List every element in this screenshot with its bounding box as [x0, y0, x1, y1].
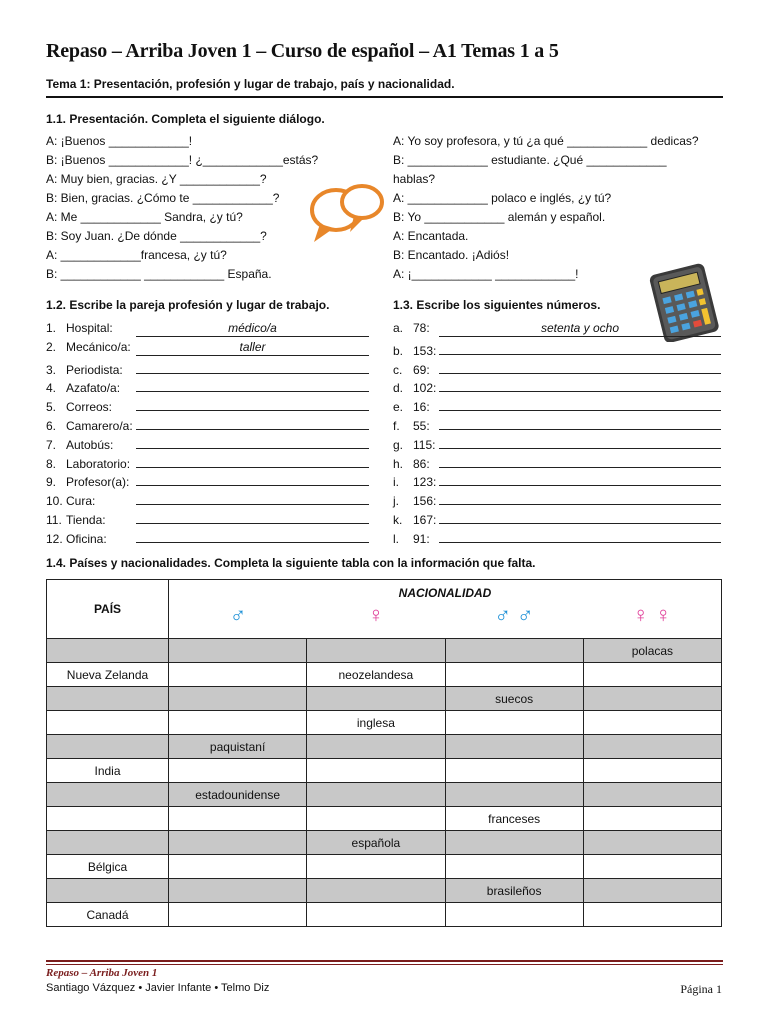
nationality-cell[interactable]: paquistaní	[169, 735, 307, 759]
number-item-label: 55:	[413, 419, 430, 433]
table-row	[47, 711, 722, 735]
nationality-cell[interactable]	[169, 831, 307, 855]
country-cell[interactable]	[47, 783, 169, 807]
profession-item	[46, 490, 369, 508]
dialogue-line: A: Muy bien, gracias. ¿Y ____________?	[46, 172, 267, 186]
nationality-cell[interactable]	[169, 903, 307, 927]
profession-item-number: 12.	[46, 531, 63, 546]
profession-item	[46, 415, 369, 433]
nationality-cell[interactable]: estadounidense	[169, 783, 307, 807]
nationality-cell[interactable]	[169, 639, 307, 663]
nationality-cell[interactable]	[307, 639, 445, 663]
nationality-table	[46, 579, 722, 927]
male-singular-icon: ♂	[229, 602, 247, 627]
country-cell[interactable]: Canadá	[47, 903, 169, 927]
profession-item-label: Hospital:	[66, 321, 113, 335]
profession-item-number: 3.	[46, 362, 57, 377]
number-item-number: j.	[393, 494, 399, 509]
number-item	[393, 377, 721, 395]
number-answer-field[interactable]	[439, 453, 721, 468]
profession-item-label: Periodista:	[66, 362, 123, 377]
number-item-label: 115:	[413, 437, 436, 452]
profession-answer-field[interactable]	[136, 453, 369, 468]
nationality-cell[interactable]	[583, 807, 721, 831]
nationality-cell[interactable]	[169, 855, 307, 879]
country-cell[interactable]	[47, 831, 169, 855]
dialogue-line: B: Yo ____________ alemán y español.	[393, 210, 606, 224]
profession-item-number: 5.	[46, 400, 57, 415]
speech-bubbles-icon	[306, 180, 388, 250]
nationality-cell[interactable]: polacas	[583, 639, 721, 663]
footer-authors: Santiago Vázquez • Javier Infante • Telmo Diz	[46, 982, 270, 994]
profession-item	[46, 528, 369, 546]
profession-answer-field[interactable]	[136, 509, 369, 524]
nationality-cell[interactable]	[445, 759, 583, 783]
dialogue-line: A: Yo soy profesora, y tú ¿a qué ____________ dedicas?	[393, 134, 699, 148]
profession-item-number: 9.	[46, 475, 57, 490]
table-row	[47, 855, 722, 879]
table-row	[47, 879, 722, 903]
number-item	[393, 396, 721, 414]
table-row	[47, 783, 722, 807]
country-cell[interactable]	[47, 639, 169, 663]
dialogue-line: A: Encantada.	[393, 229, 469, 243]
page-number: Página 1	[680, 982, 722, 996]
footer-divider	[46, 960, 723, 962]
table-row	[47, 663, 722, 687]
number-item	[393, 490, 721, 508]
nationality-cell[interactable]: franceses	[445, 807, 583, 831]
number-answer-field[interactable]	[439, 528, 721, 543]
number-item-label: 123:	[413, 475, 437, 490]
nationality-cell[interactable]	[445, 903, 583, 927]
number-answer-field[interactable]	[439, 396, 721, 411]
profession-item-label: Camarero/a:	[66, 419, 133, 433]
nationality-cell[interactable]	[445, 663, 583, 687]
page-title: Repaso – Arriba Joven 1 – Curso de español – A1 Temas 1 a 5	[46, 40, 559, 62]
table-row	[47, 807, 722, 831]
footer-divider-thin	[46, 964, 723, 965]
profession-item-number: 11.	[46, 513, 62, 527]
country-cell[interactable]: Bélgica	[47, 855, 169, 879]
number-item-number: k.	[393, 513, 403, 527]
nationality-cell[interactable]	[583, 759, 721, 783]
number-answer-field[interactable]	[439, 359, 721, 374]
profession-answer-field[interactable]	[136, 396, 369, 411]
male-plural-icon: ♂ ♂	[494, 602, 534, 627]
profession-item-label: Oficina:	[66, 531, 107, 546]
table-row	[47, 639, 722, 663]
number-answer-field[interactable]	[439, 340, 721, 355]
profession-answer-field[interactable]: taller	[136, 341, 369, 356]
dialogue-line: B: ____________ ____________ España.	[46, 267, 272, 281]
number-item-number: h.	[393, 456, 404, 471]
table-row	[47, 735, 722, 759]
table-header-row	[47, 580, 722, 639]
divider	[46, 96, 723, 98]
number-answer-field[interactable]	[439, 509, 721, 524]
number-answer-field[interactable]	[439, 490, 721, 505]
number-answer-field[interactable]	[439, 471, 721, 486]
nationality-cell[interactable]	[307, 807, 445, 831]
number-answer-field[interactable]	[439, 415, 721, 430]
number-item-label: 167:	[413, 513, 437, 527]
number-item-label: 156:	[413, 494, 437, 509]
number-item	[393, 509, 721, 527]
nationality-cell[interactable]	[307, 783, 445, 807]
nationality-cell[interactable]	[307, 687, 445, 711]
profession-item	[46, 453, 369, 471]
nationality-cell[interactable]	[583, 783, 721, 807]
number-item	[393, 434, 721, 452]
profession-item-label: Azafato/a:	[66, 381, 121, 396]
nationality-cell[interactable]	[169, 711, 307, 735]
nationality-cell[interactable]: española	[307, 831, 445, 855]
nationality-cell[interactable]	[307, 735, 445, 759]
nationality-cell[interactable]: brasileños	[445, 879, 583, 903]
number-item-label: 91:	[413, 531, 430, 546]
footer-title: Repaso – Arriba Joven 1	[46, 967, 158, 979]
country-cell[interactable]	[47, 879, 169, 903]
dialogue-line: B: Soy Juan. ¿De dónde ____________?	[46, 229, 267, 243]
col-header-pais: PAÍS	[47, 580, 169, 639]
number-item-label: 69:	[413, 362, 430, 377]
profession-item-label: Cura:	[66, 494, 96, 509]
number-item-number: d.	[393, 381, 404, 396]
nationality-cell[interactable]	[583, 687, 721, 711]
section-1-4-heading: 1.4. Países y nacionalidades. Completa la siguiente tabla con la información que falta.	[46, 556, 536, 570]
nationality-cell[interactable]	[583, 855, 721, 879]
number-item-label: 102:	[413, 381, 437, 396]
nationality-cell[interactable]	[583, 663, 721, 687]
nationality-cell[interactable]	[583, 831, 721, 855]
profession-item	[46, 509, 369, 527]
profession-item-label: Tienda:	[66, 513, 106, 527]
number-item	[393, 528, 721, 546]
table-row	[47, 687, 722, 711]
profession-answer-field[interactable]	[136, 471, 369, 486]
profession-item-number: 4.	[46, 381, 57, 396]
profession-item	[46, 359, 369, 377]
nationality-cell[interactable]: suecos	[445, 687, 583, 711]
profession-item-number: 2.	[46, 339, 57, 354]
nationality-cell[interactable]	[583, 735, 721, 759]
profession-item-number: 8.	[46, 456, 57, 471]
nationality-cell[interactable]	[169, 687, 307, 711]
dialogue-line: A: ¡Buenos ____________!	[46, 134, 193, 148]
section-1-3-heading: 1.3. Escribe los siguientes números.	[393, 298, 601, 312]
dialogue-line: B: Encantado. ¡Adiós!	[393, 248, 510, 262]
profession-item	[46, 377, 369, 395]
number-item-label: 153:	[413, 343, 437, 358]
number-item-number: b.	[393, 343, 404, 358]
nationality-cell[interactable]	[307, 855, 445, 879]
nationality-cell[interactable]	[307, 903, 445, 927]
profession-item-label: Mecánico/a:	[66, 339, 131, 354]
page-subtitle: Tema 1: Presentación, profesión y lugar de trabajo, país y nacionalidad.	[46, 77, 455, 91]
country-cell[interactable]	[47, 687, 169, 711]
number-item	[393, 321, 721, 337]
nationality-cell[interactable]	[445, 831, 583, 855]
country-cell[interactable]: Nueva Zelanda	[47, 663, 169, 687]
nationality-cell[interactable]	[169, 879, 307, 903]
profession-answer-field[interactable]: médico/a	[136, 322, 369, 337]
number-item	[393, 471, 721, 489]
profession-item	[46, 340, 369, 356]
profession-item-label: Laboratorio:	[66, 456, 131, 471]
country-cell[interactable]	[47, 711, 169, 735]
profession-answer-field[interactable]	[136, 377, 369, 392]
nationality-cell[interactable]	[583, 903, 721, 927]
nationality-cell[interactable]	[169, 663, 307, 687]
profession-item-number: 7.	[46, 437, 57, 452]
profession-answer-field[interactable]	[136, 528, 369, 543]
dialogue-line: A: ____________ polaco e inglés, ¿y tú?	[393, 191, 612, 205]
nationality-cell[interactable]	[583, 711, 721, 735]
country-cell[interactable]: India	[47, 759, 169, 783]
number-answer-field[interactable]: setenta y ocho	[439, 322, 721, 337]
nationality-cell[interactable]	[445, 639, 583, 663]
profession-answer-field[interactable]	[136, 490, 369, 505]
number-item-number: c.	[393, 362, 403, 377]
dialogue-line: B: ____________ estudiante. ¿Qué ____________	[393, 153, 667, 167]
profession-item-number: 6.	[46, 419, 57, 433]
profession-item-label: Profesor(a):	[66, 475, 130, 490]
nationality-cell[interactable]	[169, 807, 307, 831]
profession-item-number: 1.	[46, 321, 57, 335]
nationality-cell[interactable]	[583, 879, 721, 903]
number-item-number: a.	[393, 321, 404, 335]
section-1-1-heading: 1.1. Presentación. Completa el siguiente diálogo.	[46, 112, 325, 126]
number-item-number: i.	[393, 475, 399, 490]
profession-answer-field[interactable]	[136, 434, 369, 449]
number-item	[393, 359, 721, 377]
profession-item	[46, 321, 369, 337]
profession-item	[46, 396, 369, 414]
table-row	[47, 903, 722, 927]
number-item-number: f.	[393, 419, 400, 433]
number-item-number: l.	[393, 531, 399, 546]
number-item-number: g.	[393, 437, 404, 452]
number-item-label: 16:	[413, 400, 430, 415]
profession-item-label: Autobús:	[66, 437, 114, 452]
number-item	[393, 453, 721, 471]
number-item	[393, 340, 721, 358]
profession-item-number: 10.	[46, 494, 63, 509]
nationality-cell[interactable]	[445, 783, 583, 807]
section-1-2-heading: 1.2. Escribe la pareja profesión y lugar de trabajo.	[46, 298, 330, 312]
profession-item-label: Correos:	[66, 400, 113, 415]
country-cell[interactable]	[47, 807, 169, 831]
nationality-cell[interactable]	[445, 735, 583, 759]
country-cell[interactable]	[47, 735, 169, 759]
profession-item	[46, 471, 369, 489]
col-header-nacionalidad-cell	[169, 580, 722, 639]
dialogue-line: A: Me ____________ Sandra, ¿y tú?	[46, 210, 243, 224]
dialogue-line: B: Bien, gracias. ¿Cómo te ____________?	[46, 191, 280, 205]
number-item	[393, 415, 721, 433]
number-answer-field[interactable]	[439, 434, 721, 449]
dialogue-line: A: ¡____________ ____________!	[393, 267, 579, 281]
dialogue-line: hablas?	[393, 172, 436, 186]
nationality-cell[interactable]	[445, 855, 583, 879]
nationality-cell[interactable]: neozelandesa	[307, 663, 445, 687]
number-item-label: 86:	[413, 456, 430, 471]
dialogue-line: B: ¡Buenos ____________! ¿____________estás?	[46, 153, 319, 167]
nationality-cell[interactable]	[169, 759, 307, 783]
nationality-cell[interactable]	[307, 879, 445, 903]
nationality-cell[interactable]	[307, 759, 445, 783]
table-row	[47, 831, 722, 855]
profession-answer-field[interactable]	[136, 359, 369, 374]
number-item-label: 78:	[413, 321, 430, 335]
number-answer-field[interactable]	[439, 377, 721, 392]
col-header-nacionalidad: NACIONALIDAD	[398, 586, 492, 600]
nationality-cell[interactable]: inglesa	[307, 711, 445, 735]
profession-item	[46, 434, 369, 452]
female-plural-icon: ♀ ♀	[632, 602, 672, 627]
profession-answer-field[interactable]	[136, 415, 369, 430]
table-row	[47, 759, 722, 783]
nationality-cell[interactable]	[445, 711, 583, 735]
dialogue-line: A: ____________francesa, ¿y tú?	[46, 248, 227, 262]
number-item-number: e.	[393, 400, 404, 415]
female-singular-icon: ♀	[367, 602, 385, 627]
